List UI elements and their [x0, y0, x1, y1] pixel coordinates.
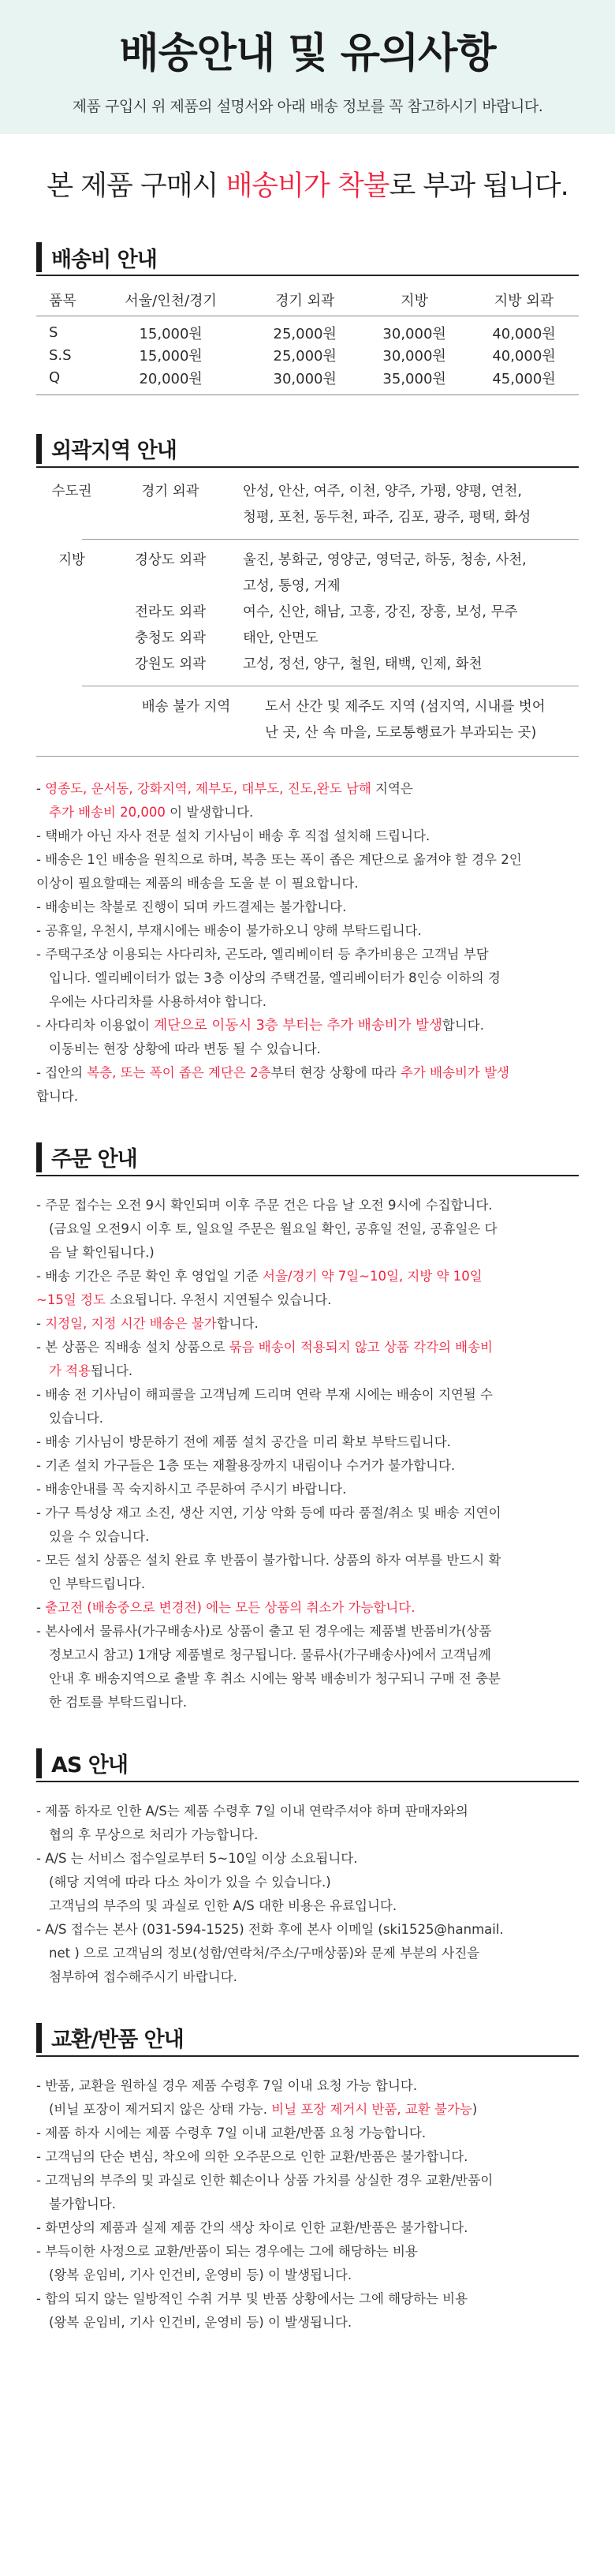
section-header	[36, 1746, 579, 1782]
note-line: net ) 으로 고객님의 정보(성함/연락처/주소/구매상품)와 문제 부분의 사진을	[49, 1945, 480, 1961]
note-line: - 본사에서 물류사(가구배송사)로 상품이 출고 된 경우에는 제품별 반품비가(상품	[36, 1623, 492, 1639]
note-highlight: 계단으로 이동시 3층 부터는 추가 배송비가 발생	[154, 1017, 442, 1034]
note-text: - 집안의	[36, 1064, 88, 1080]
area-line: 청평, 포천, 동두천, 파주, 김포, 광주, 평택, 화성	[243, 509, 531, 525]
table-header-row	[36, 284, 579, 316]
page-subtitle: 제품 구입시 위 제품의 설명서와 아래 배송 정보를 꼭 참고하시기 바랍니다.	[72, 98, 543, 115]
section-title: 교환/반품 안내	[51, 2028, 184, 2052]
spacer	[36, 694, 107, 746]
note-line: (왕복 운임비, 기사 인건비, 운영비 등) 이 발생됩니다.	[49, 2267, 352, 2283]
note-line: - 영종도, 운서동, 강화지역, 제부도, 대부도, 진도,완도 남해 지역은	[36, 780, 413, 796]
note-text: -	[36, 1315, 46, 1331]
area-line: 울진, 봉화군, 영양군, 영덕군, 하동, 청송, 사천,	[243, 551, 527, 568]
area-line: 태안, 안면도	[243, 630, 319, 646]
table-cell: S	[49, 324, 58, 341]
spacer	[36, 600, 107, 626]
note-line: 고객님의 부주의 및 과실로 인한 A/S 대한 비용은 유료입니다.	[49, 1897, 397, 1913]
section-bar	[36, 242, 42, 272]
note-highlight: 묶음 배송이 적용되지 않고 상품 각각의 배송비	[229, 1339, 493, 1355]
table-cell: 35,000원	[360, 368, 469, 395]
region-label: 수도권	[51, 483, 92, 499]
table-row	[36, 368, 579, 395]
sub-region-label: 강원도 외곽	[134, 656, 207, 672]
table-cell: Q	[36, 368, 91, 395]
section-title: 외곽지역 안내	[51, 439, 177, 463]
fee-section	[36, 240, 579, 395]
note-highlight: 복층, 또는 폭이 좁은 계단은 2층	[87, 1064, 271, 1080]
column-header: 경기 외곽	[250, 284, 360, 316]
region-label: 지방	[58, 551, 85, 568]
note-line	[36, 801, 579, 824]
note-line	[36, 1596, 579, 1620]
note-text: 지역은	[371, 780, 413, 796]
note-line: - 배송 전 기사님이 해피콜을 고객님께 드리며 연락 부재 시에는 배송이 지연될 수	[36, 1386, 493, 1402]
note-highlight: 추가 배송비 20,000	[49, 804, 166, 820]
remote-row	[36, 694, 579, 746]
area-list	[233, 548, 579, 600]
remote-notes	[36, 777, 579, 1109]
table-cell: 30,000원	[382, 325, 446, 342]
column-header: 지방	[360, 284, 469, 316]
sub-region-label: 배송 불가 지역	[141, 698, 231, 715]
note-line	[36, 1336, 579, 1359]
divider	[82, 539, 579, 540]
note-highlight: ~15일 정도	[36, 1292, 106, 1307]
note-highlight: 가 적용	[49, 1363, 91, 1378]
remote-row	[36, 626, 579, 652]
note-line: - 고객님의 부주의 및 과실로 인한 훼손이나 상품 가치를 상실한 경우 교환/반품이	[36, 2172, 494, 2188]
shipping-fee-notice	[0, 164, 615, 204]
area-line: 여수, 신안, 해남, 고흥, 강진, 장흥, 보성, 무주	[243, 604, 518, 620]
sub-region-label: 경기 외곽	[141, 483, 199, 499]
note-text: 합니다.	[216, 1315, 259, 1331]
table-row	[36, 316, 579, 343]
notice-highlight: 배송비가 착불	[226, 170, 390, 202]
section-title: AS 안내	[51, 1753, 128, 1778]
note-text: - 본 상품은 직배송 설치 상품으로	[36, 1339, 229, 1355]
as-section	[36, 1746, 579, 1782]
area-list	[265, 694, 579, 746]
note-text: 소요됩니다. 우천시 지연될수 있습니다.	[105, 1292, 332, 1307]
area-line: 안성, 안산, 여주, 이천, 양주, 가평, 양평, 연천,	[243, 483, 522, 499]
remote-section	[36, 432, 579, 757]
section-header	[36, 2021, 579, 2057]
note-line: 인 부탁드립니다.	[49, 1576, 146, 1591]
note-line: 불가합니다.	[49, 2196, 116, 2211]
sub-region-label: 전라도 외곽	[134, 604, 207, 620]
table-cell: 15,000원	[139, 348, 203, 365]
section-title: 배송비 안내	[51, 247, 157, 272]
area-line: 고성, 통영, 거제	[243, 578, 341, 594]
remote-area-list	[36, 479, 579, 757]
order-notes	[36, 1194, 579, 1714]
note-line: - 반품, 교환을 원하실 경우 제품 수령후 7일 이내 요청 가능 합니다.	[36, 2077, 418, 2093]
table-cell: 20,000원	[91, 368, 250, 395]
note-highlight: 지정일, 지정 시간 배송은 불가	[45, 1315, 217, 1331]
note-text: 이 발생합니다.	[165, 804, 254, 820]
remote-row	[36, 600, 579, 626]
note-line: - 주문 접수는 오전 9시 확인되며 이후 주문 건은 다음 날 오전 9시에 수집합니다.	[36, 1197, 493, 1213]
note-text: (비닐 포장이 제거되지 않은 상태 가능.	[49, 2101, 272, 2117]
note-line	[36, 1288, 579, 1312]
section-header	[36, 432, 579, 468]
note-line	[36, 1061, 579, 1085]
note-highlight: 출고전 (배송중으로 변경전) 에는 모든 상품의 취소가 가능합니다.	[45, 1599, 416, 1615]
note-text: )	[472, 2101, 478, 2117]
order-section	[36, 1140, 579, 1176]
note-line: (금요일 오전9시 이후 토, 일요일 주문은 월요일 확인, 공휴일 전일, 공휴일은 다	[49, 1221, 498, 1236]
table-cell: 25,000원	[273, 325, 337, 342]
note-line: - 부득이한 사정으로 교환/반품이 되는 경우에는 그에 해당하는 비용	[36, 2243, 418, 2259]
note-line: 첨부하여 접수해주시기 바랍니다.	[49, 1968, 237, 1984]
note-line: - 모든 설치 상품은 설치 완료 후 반품이 불가합니다. 상품의 하자 여부를 반드시 확	[36, 1552, 501, 1568]
section-bar	[36, 434, 42, 464]
return-section	[36, 2021, 579, 2057]
note-line: - 택배가 아닌 자사 전문 설치 기사님이 배송 후 직접 설치해 드립니다.	[36, 828, 430, 843]
table-cell: 30,000원	[382, 348, 446, 365]
area-line: 고성, 정선, 양구, 철원, 태백, 인제, 화천	[243, 656, 483, 672]
note-line: - 기존 설치 가구들은 1층 또는 재활용장까지 내림이나 수거가 불가합니다.	[36, 1457, 456, 1473]
note-line: 정보고시 참고) 1개당 제품별로 청구됩니다. 물류사(가구배송사)에서 고객님께	[49, 1647, 491, 1662]
note-line: - 배송 기사님이 방문하기 전에 제품 설치 공간을 미리 확보 부탁드립니다.	[36, 1434, 451, 1449]
note-highlight: 비닐 포장 제거시 반품, 교환 불가능	[271, 2101, 472, 2117]
notice-text-before: 본 제품 구매시	[47, 170, 226, 202]
note-line: - 제품 하자로 인한 A/S는 제품 수령후 7일 이내 연락주셔야 하며 판매자와의	[36, 1803, 468, 1819]
note-line	[36, 1014, 579, 1038]
note-line: - 배송안내를 꼭 숙지하시고 주문하여 주시기 바랍니다.	[36, 1481, 347, 1497]
note-line	[36, 1312, 579, 1336]
note-highlight: 서울/경기 약 7일~10일, 지방 약 10일	[263, 1268, 483, 1284]
remote-row	[36, 479, 579, 531]
return-notes	[36, 2074, 579, 2335]
table-cell: 45,000원	[469, 368, 579, 395]
note-line: 한 검토를 부탁드립니다.	[49, 1694, 188, 1710]
spacer	[36, 652, 107, 678]
as-notes	[36, 1800, 579, 1989]
note-line	[36, 1265, 579, 1288]
note-text: 부터 현장 상황에 따라	[270, 1064, 401, 1080]
sub-region-label: 경상도 외곽	[134, 551, 207, 568]
table-cell: 25,000원	[273, 348, 337, 365]
section-title: 주문 안내	[51, 1147, 137, 1172]
page-title: 배송안내 및 유의사항	[119, 30, 496, 77]
spacer	[36, 626, 107, 652]
note-text: -	[36, 1599, 46, 1615]
section-header	[36, 240, 579, 276]
table-cell: 40,000원	[492, 325, 556, 342]
note-line: 입니다. 엘리베이터가 없는 3층 이상의 주택건물, 엘리베이터가 8인승 이하의 경	[49, 970, 501, 985]
note-line: 협의 후 무상으로 처리가 가능합니다.	[49, 1826, 259, 1842]
note-text: 합니다.	[442, 1017, 484, 1033]
note-line: - 배송비는 착불로 진행이 되며 카드결제는 불가합니다.	[36, 899, 347, 914]
note-line: 이상이 필요할때는 제품의 배송을 도울 분 이 필요합니다.	[36, 875, 359, 891]
note-line: 안내 후 배송지역으로 출발 후 취소 시에는 왕복 배송비가 청구되니 구매 전 충분	[49, 1670, 501, 1686]
note-text: 됩니다.	[91, 1363, 133, 1378]
note-line: 합니다.	[36, 1088, 79, 1104]
note-text: - 사다리차 이용없이	[36, 1017, 155, 1033]
table-cell: 40,000원	[492, 348, 556, 365]
column-header: 지방 외곽	[469, 284, 579, 316]
note-line: - 가구 특성상 재고 소진, 생산 지연, 기상 악화 등에 따라 품절/취소 및 배송 지연이	[36, 1505, 501, 1520]
notice-text-after: 로 부과 됩니다.	[389, 170, 568, 202]
note-line: 있습니다.	[49, 1410, 104, 1426]
note-line: - 합의 되지 않는 일방적인 수취 거부 및 반품 상황에서는 그에 해당하는 비용	[36, 2290, 468, 2306]
note-line: - 배송은 1인 배송을 원칙으로 하며, 복층 또는 폭이 좁은 계단으로 옮겨야 할 경우 2인	[36, 851, 522, 867]
note-line: (해당 지역에 따라 다소 차이가 있을 수 있습니다.)	[49, 1874, 331, 1890]
note-line: - A/S 는 서비스 접수일로부터 5~10일 이상 소요됩니다.	[36, 1850, 358, 1866]
sub-region-label: 충청도 외곽	[134, 630, 207, 646]
note-highlight: 영종도, 운서동, 강화지역, 제부도, 대부도, 진도,완도 남해	[45, 780, 371, 796]
table-cell: 30,000원	[250, 368, 360, 395]
divider	[36, 756, 579, 757]
note-line: - 제품 하자 시에는 제품 수령후 7일 이내 교환/반품 요청 가능합니다.	[36, 2125, 427, 2140]
area-list	[233, 479, 579, 531]
fee-table	[36, 284, 579, 395]
note-text: - 배송 기간은 주문 확인 후 영업일 기준	[36, 1268, 263, 1284]
remote-row	[36, 548, 579, 600]
remote-row	[36, 652, 579, 678]
note-line	[36, 1359, 579, 1383]
note-line: - 고객님의 단순 변심, 착오에 의한 오주문으로 인한 교환/반품은 불가합니다.	[36, 2148, 468, 2164]
note-line: - 주택구조상 이용되는 사다리차, 곤도라, 엘리베이터 등 추가비용은 고객님 부담	[36, 946, 489, 962]
note-line: 있을 수 있습니다.	[49, 1528, 150, 1544]
note-line: - A/S 접수는 본사 (031-594-1525) 전화 후에 본사 이메일 (ski1525@hanmail.	[36, 1921, 504, 1937]
top-header	[0, 0, 615, 134]
section-bar	[36, 1748, 42, 1778]
note-line	[36, 2098, 579, 2122]
note-line: - 공휴일, 우천시, 부재시에는 배송이 불가하오니 양해 부탁드립니다.	[36, 922, 422, 938]
table-row	[36, 343, 579, 368]
table-cell: S.S	[49, 346, 72, 364]
note-line: 음 날 확인됩니다.)	[49, 1244, 155, 1260]
area-line: 난 곳, 산 속 마을, 도로통행료가 부과되는 곳)	[265, 724, 537, 741]
section-bar	[36, 1142, 42, 1172]
table-cell: 15,000원	[139, 325, 203, 342]
note-line: 이동비는 현장 상황에 따라 변동 될 수 있습니다.	[49, 1041, 321, 1056]
column-header: 서울/인천/경기	[91, 284, 250, 316]
note-highlight: 추가 배송비가 발생	[400, 1064, 509, 1080]
note-line: 우에는 사다리차를 사용하셔야 합니다.	[49, 993, 267, 1009]
column-header: 품목	[36, 284, 91, 316]
section-bar	[36, 2023, 42, 2053]
note-line: - 화면상의 제품과 실제 제품 간의 색상 차이로 인한 교환/반품은 불가합니다.	[36, 2219, 468, 2235]
section-header	[36, 1140, 579, 1176]
area-line: 도서 산간 및 제주도 지역 (섬지역, 시내를 벗어	[265, 698, 546, 715]
note-line: (왕복 운임비, 기사 인건비, 운영비 등) 이 발생됩니다.	[49, 2314, 352, 2330]
